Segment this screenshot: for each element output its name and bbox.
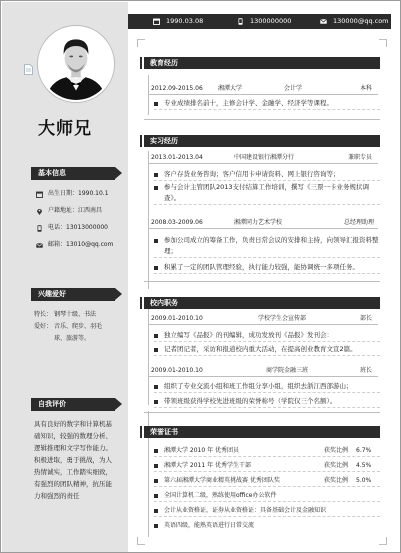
hobby-interests-label: 爱好： [34, 323, 53, 330]
internship-1-period: 2013.01-2013.04 [151, 154, 203, 161]
education-row [148, 83, 378, 95]
info-email [36, 240, 113, 250]
self-eval-text: 具有良好的数字和计算机基础知识，较强的数理分析、逻辑推理和文字写作能力。积极进取，勇于挑战，为人热情诚实，工作踏实细致，有强烈的团队精神，抗压能力和强烈的责任 [34, 420, 112, 500]
contact-birthdate [153, 14, 203, 29]
honor-item [154, 489, 380, 502]
internship-2-period: 2008.03-2009.06 [151, 219, 203, 226]
honor-text: 会计从业资格证，证券从业资格证：具备基础会计及金融知识 [164, 507, 327, 514]
internship-2-bullet-2: 积累了一定的团队管理经验，执行能力较强，能协调统一多项任务。 [154, 262, 380, 274]
internship-2-bullet-1: 参加公司成立的筹备工作，负责日常会议的安排和主持，向领导汇报资料整理； [154, 235, 380, 258]
hobby-specialty-text: 钢琴十级、书法 [54, 311, 97, 318]
info-address [36, 206, 102, 216]
sidebar [2, 2, 128, 553]
divider [144, 281, 380, 282]
education-heading: 教育经历 [144, 57, 380, 69]
hobby-interests-text: 音乐、爬步、羽毛 [54, 323, 103, 330]
campus-1-bullet-1: 独立编写《品报》的刊编辑，成功发放刊《品报》发刊会： [154, 330, 380, 342]
contact-email [320, 14, 389, 29]
crop-mark-top-right [379, 39, 387, 47]
info-phone [36, 223, 108, 233]
education-bullet: 专业成绩排名前十，主修会计学、金融学、经济学等课程。 [154, 98, 380, 110]
internship-row-1 [148, 152, 378, 164]
calendar-icon [153, 18, 160, 25]
crop-mark-bottom-left [137, 537, 145, 545]
crop-mark-top-left [137, 39, 145, 47]
phone-icon [36, 225, 43, 232]
phone-icon [237, 18, 244, 25]
honors-heading: 荣誉证书 [144, 426, 380, 438]
campus-2-period: 2009.01-2010.10 [151, 367, 203, 374]
calendar-icon [36, 191, 43, 198]
campus-row-2 [148, 365, 378, 377]
honor-ratio-label: 获奖比例 [324, 447, 349, 454]
location-pin-icon [36, 208, 43, 215]
campus-2-org: 商学院金融三班 [266, 367, 309, 374]
hobby-specialty [34, 309, 96, 320]
mail-icon [36, 242, 43, 249]
honor-item [154, 519, 380, 532]
campus-row-1 [148, 313, 378, 325]
document-icon [24, 64, 33, 75]
internship-1-bullet-2: 参与会计主管团队2013支付结算工作培训，撰写《三票一卡业务规状调查》。 [154, 182, 380, 205]
divider [144, 412, 380, 413]
person-name: 大师兄 [38, 119, 92, 139]
hobby-specialty-label: 特长： [34, 311, 53, 318]
divider [144, 119, 380, 120]
hobbies-heading: 兴趣爱好 [31, 288, 115, 301]
crop-mark-bottom-right [379, 537, 387, 545]
honor-ratio-value: 5.0% [356, 477, 372, 484]
contact-bar [128, 14, 391, 29]
self-eval-heading: 自我评价 [31, 398, 115, 411]
education-degree: 本科 [360, 85, 373, 92]
honor-text: 湘潭大学 2011 年 优秀学生干部 [164, 462, 251, 469]
info-birthdate-text: 出生日期：1990.10.1 [48, 190, 109, 197]
honor-ratio-label: 获奖比例 [324, 477, 349, 484]
honor-item [154, 504, 380, 517]
honor-item [154, 459, 380, 472]
honor-ratio-label: 获奖比例 [324, 462, 349, 469]
campus-heading: 校内职务 [144, 297, 380, 309]
info-birthdate [36, 189, 109, 199]
avatar-portrait [40, 28, 112, 100]
education-major: 会计学 [284, 85, 303, 92]
education-period: 2012.09-2015.06 [151, 85, 203, 92]
honor-text: 湘潭大学 2010 年 优秀团员 [164, 447, 239, 454]
contact-phone [237, 14, 291, 29]
internship-1-company: 中国建设银行湘潭分行 [234, 154, 295, 161]
honor-ratio-value: 4.5% [356, 462, 372, 469]
internship-2-company: 湘潭同力艺术学校 [234, 219, 283, 226]
hobby-interests-cont [34, 333, 90, 344]
avatar [38, 26, 114, 102]
campus-1-period: 2009.01-2010.10 [151, 315, 203, 322]
edu-guide-line [148, 75, 149, 115]
basic-info-heading: 基本信息 [31, 167, 115, 180]
honor-item [154, 444, 380, 457]
mail-icon [320, 18, 327, 25]
campus-2-bullet-1: 组织了专业交流小组和班工作组分享小组，组织去浙江西部游山； [154, 381, 380, 393]
honor-ratio-value: 6.7% [356, 447, 372, 454]
education-school: 湘潭大学 [218, 85, 243, 92]
info-phone-text: 电话：13013000000 [48, 224, 108, 231]
contact-phone-text: 1300000000 [250, 17, 292, 25]
internship-heading: 实习经历 [144, 135, 380, 147]
internship-1-bullet-1: 客户存货业务咨询；客户信用卡申请资料、网上银行咨询等； [154, 169, 380, 181]
contact-birthdate-text: 1990.03.08 [166, 17, 204, 25]
info-address-text: 户籍地址：江西南昌 [48, 207, 103, 214]
campus-1-org: 学校学生会宣传部 [258, 315, 307, 322]
honor-text: 全国计算机二级，熟练使用office办公软件 [164, 492, 277, 499]
honor-text: 英语四级，能熟英语进行日常交流 [164, 522, 255, 529]
hobby-interests-cont-text: 球、旅游等。 [54, 335, 91, 342]
honor-item [154, 474, 380, 487]
campus-2-bullet-2: 带领班级获得学校先进班级的荣誉称号（学院仅三个名额）。 [154, 396, 380, 408]
internship-row-2 [148, 217, 378, 229]
contact-email-text: 130000@qq.com [333, 17, 389, 25]
hobby-interests [34, 321, 102, 332]
campus-2-role: 班长 [360, 367, 373, 374]
campus-1-role: 部长 [360, 315, 373, 322]
honor-text: 第六届湘潭大学商业精英挑战赛 优秀团队奖 [164, 477, 280, 484]
internship-1-role: 兼职专员 [348, 154, 373, 161]
info-email-text: 邮箱：13010@qq.com [48, 241, 114, 248]
internship-2-role: 总经理助理 [344, 219, 375, 226]
campus-1-bullet-2: 记者团记者，采访和报道校内重大活动，在提高创业教育文宣2篇。 [154, 344, 380, 356]
